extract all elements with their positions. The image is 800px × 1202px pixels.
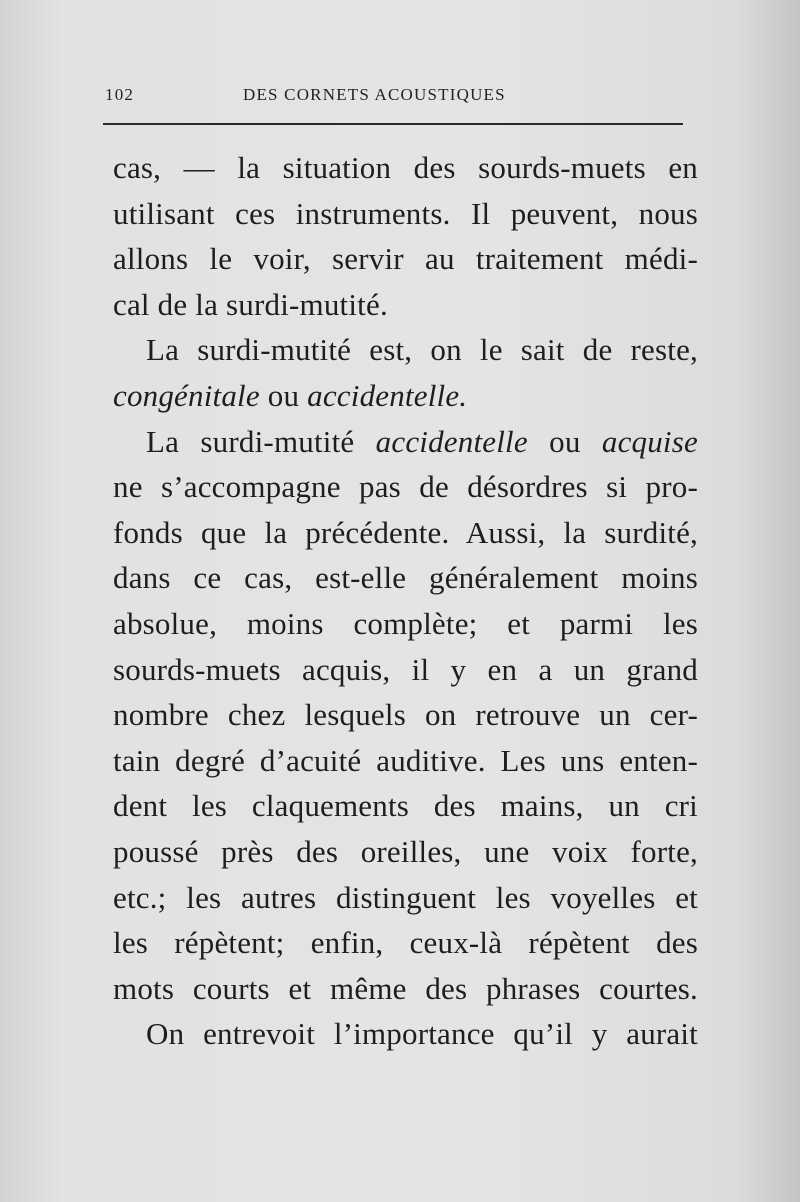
running-title: DES CORNETS ACOUSTIQUES bbox=[243, 85, 506, 104]
text-line: On entrevoit l’importance qu’il y aurait bbox=[146, 1016, 698, 1052]
text-line-italic-terms bbox=[113, 419, 698, 465]
text-span: ou bbox=[259, 377, 308, 413]
text-line: nombre chez lesquels on retrouve un cer- bbox=[113, 697, 698, 733]
header-rule bbox=[103, 123, 683, 125]
text-span: La surdi-mutité bbox=[146, 423, 376, 459]
page-number: 102 bbox=[105, 85, 135, 104]
text-line: etc.; les autres distinguent les voyelles et bbox=[113, 879, 698, 915]
text-line: mots courts et même des phrases courtes. bbox=[113, 970, 698, 1006]
text-line: La surdi-mutité est, on le sait de reste, bbox=[146, 332, 698, 368]
text-line: utilisant ces instruments. Il peuvent, nous bbox=[113, 195, 698, 231]
text-line: sourds-muets acquis, il y en a un grand bbox=[113, 651, 698, 687]
text-span: ou bbox=[527, 423, 602, 459]
italic-term: acquise bbox=[601, 423, 698, 459]
text-line: dans ce cas, est-elle généralement moins bbox=[113, 560, 698, 596]
italic-term: accidentelle bbox=[375, 423, 528, 459]
text-line: absolue, moins complète; et parmi les bbox=[113, 605, 698, 641]
text-line: poussé près des oreilles, une voix forte, bbox=[113, 833, 698, 869]
italic-term: congénitale bbox=[113, 377, 260, 413]
text-line: fonds que la précédente. Aussi, la surdité, bbox=[113, 514, 698, 550]
running-head bbox=[105, 85, 690, 109]
text-line: cas, — la situation des sourds-muets en bbox=[113, 150, 698, 185]
text-line: dent les claquements des mains, un cri bbox=[113, 788, 698, 824]
text-line: allons le voir, servir au traitement médi- bbox=[113, 241, 698, 277]
body-text bbox=[113, 145, 698, 1057]
italic-term: accidentelle. bbox=[307, 377, 468, 413]
text-line-italic-terms bbox=[113, 373, 698, 419]
text-line: cal de la surdi-mutité. bbox=[113, 286, 388, 322]
text-line: les répètent; enfin, ceux-là répètent des bbox=[113, 925, 698, 961]
text-line: tain degré d’acuité auditive. Les uns enten- bbox=[113, 742, 698, 778]
text-line: ne s’accompagne pas de désordres si pro- bbox=[113, 469, 698, 505]
